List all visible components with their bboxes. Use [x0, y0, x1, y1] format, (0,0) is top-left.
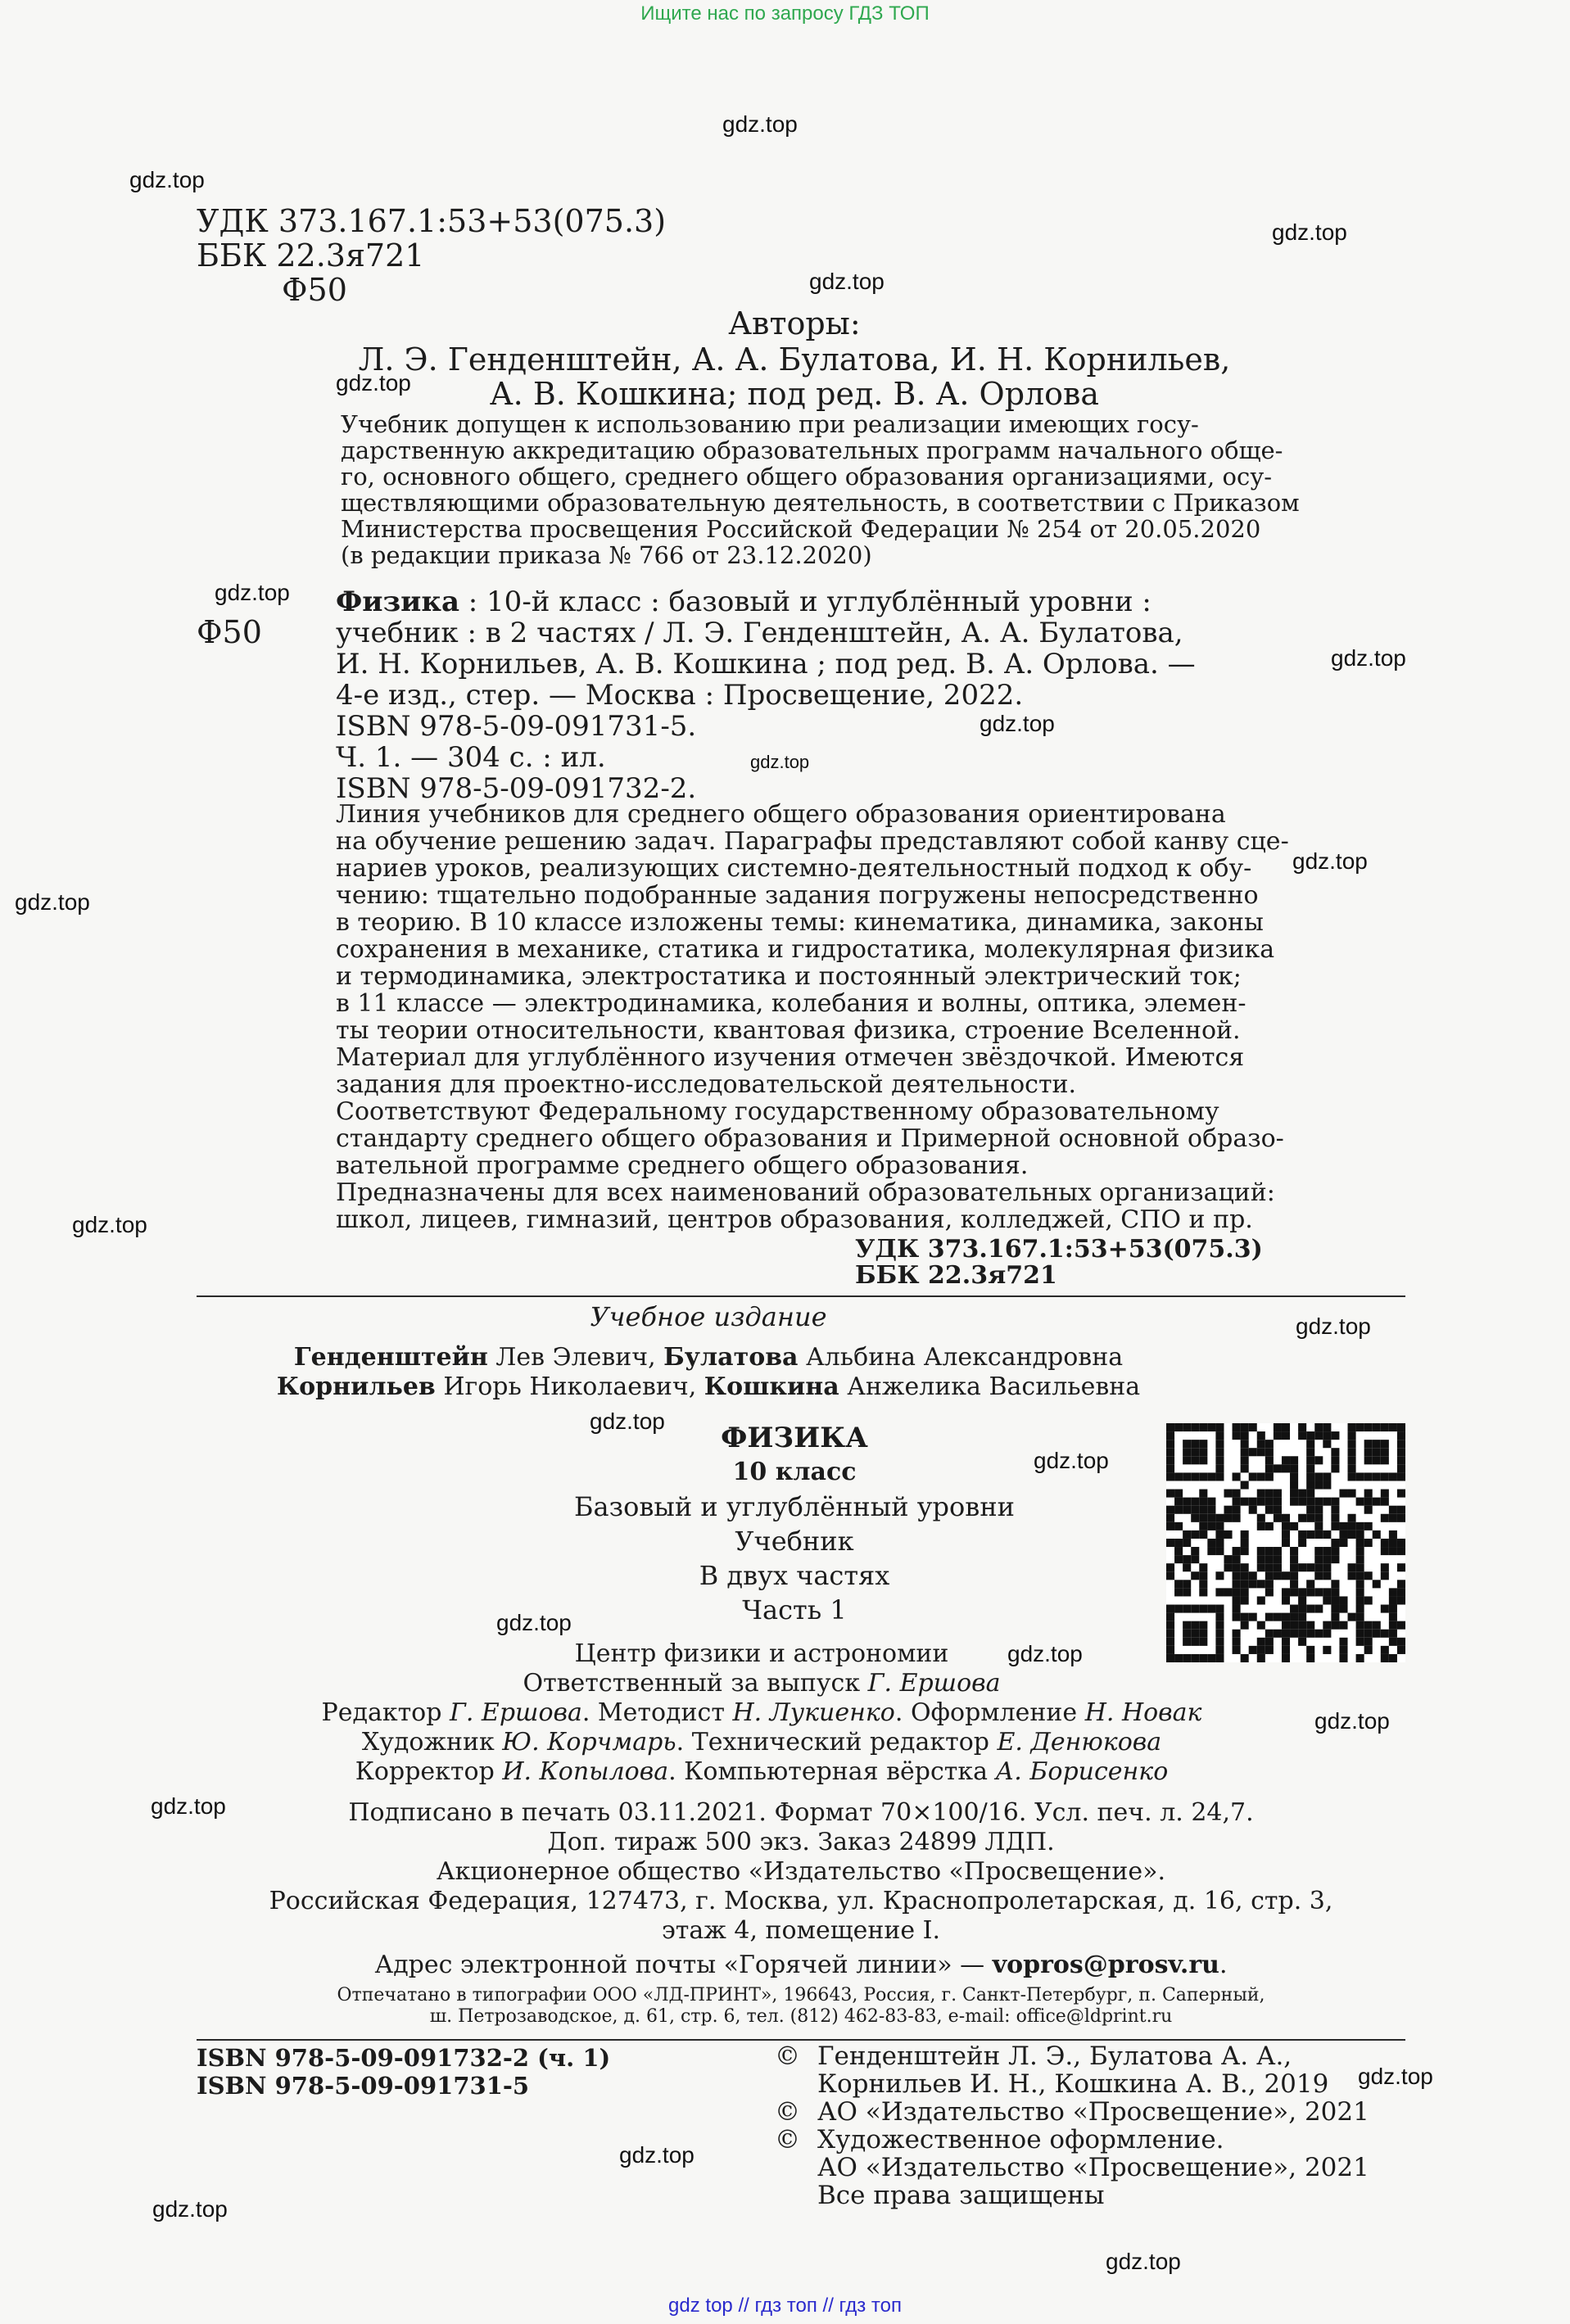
annotation-line: задания для проектно-исследовательской деятельности. — [336, 1070, 1077, 1099]
bottom-banner-link[interactable]: gdz top // гдз топ // гдз топ — [668, 2295, 902, 2317]
author-given: Анжелика Васильевна — [839, 1372, 1141, 1401]
fgos-line: вательной программе среднего общего образования. — [336, 1151, 1029, 1180]
copyright-block — [775, 2042, 1369, 2209]
copyright-text: АО «Издательство «Просвещение», 2021 — [817, 2153, 1369, 2182]
staff-person: А. Борисенко — [995, 1757, 1169, 1786]
staff-role: Корректор — [355, 1757, 503, 1786]
isbn-all: ISBN 978-5-09-091731-5 — [197, 2072, 530, 2100]
author-surname: Булатова — [663, 1343, 799, 1372]
staff-block — [246, 1639, 1278, 1787]
book-parts: В двух частях — [699, 1560, 890, 1591]
watermark: gdz.top — [1358, 2064, 1433, 2089]
isbn-block — [197, 2044, 610, 2100]
watermark: gdz.top — [496, 1610, 572, 1635]
staff-person: Ю. Корчмарь — [502, 1728, 676, 1757]
watermark: gdz.top — [1331, 645, 1406, 671]
top-banner-link[interactable]: Ищите нас по запросу ГДЗ ТОП — [640, 2, 930, 25]
copyright-line — [775, 2042, 1369, 2070]
udk-code: УДК 373.167.1:53+53(075.3) — [197, 203, 667, 239]
book-title: ФИЗИКА — [721, 1422, 868, 1454]
hotline-email-address[interactable]: vopros@prosv.ru — [992, 1951, 1219, 1979]
watermark: gdz.top — [1034, 1448, 1109, 1473]
staff-line-corrector — [246, 1757, 1278, 1787]
publisher-address-1: Российская Федерация, 127473, г. Москва, ул. Краснопролетарская, д. 16, стр. 3, — [269, 1887, 1333, 1915]
udk-right: УДК 373.167.1:53+53(075.3) — [855, 1235, 1263, 1264]
annotation — [336, 800, 1289, 1234]
staff-line-artist — [246, 1728, 1278, 1757]
approval-line: Министерства просвещения Российской Федерации № 254 от 20.05.2020 — [341, 515, 1261, 543]
author-surname: Корнильев — [276, 1372, 436, 1401]
approval-line: ществляющими образовательную деятельность, в соответствии с Приказом — [341, 489, 1300, 517]
watermark: gdz.top — [980, 711, 1055, 736]
bbk-code: ББК 22.3я721 — [197, 237, 425, 274]
watermark: gdz.top — [215, 580, 290, 605]
biblio-line-1 — [336, 586, 1278, 617]
copyright-text: Корнильев И. Н., Кошкина А. В., 2019 — [817, 2069, 1329, 2099]
author-surname: Генденштейн — [293, 1343, 488, 1372]
annotation-line: на обучение решению задач. Параграфы представляют собой канву сце- — [336, 827, 1289, 856]
biblio-line-1-rest: : 10-й класс : базовый и углублённый уровни : — [459, 586, 1151, 618]
biblio-line-4: 4-е изд., стер. — Москва : Просвещение, 2022. — [336, 679, 1024, 712]
divider — [197, 2039, 1405, 2041]
author-given: Игорь Николаевич, — [435, 1372, 704, 1401]
print-run: Доп. тираж 500 экз. Заказ 24899 ЛДП. — [547, 1828, 1055, 1856]
author-surname: Кошкина — [704, 1372, 839, 1401]
udk-bbk-right — [855, 1237, 1263, 1289]
watermark: gdz.top — [1296, 1313, 1371, 1339]
staff-role: Редактор — [321, 1698, 450, 1727]
staff-role: Ответственный за выпуск — [523, 1669, 868, 1698]
watermark: gdz.top — [1106, 2249, 1181, 2274]
copyright-text: Генденштейн Л. Э., Булатова А. А., — [817, 2041, 1292, 2071]
biblio-record — [336, 586, 1278, 804]
annotation-line: Материал для углублённого изучения отмечен звёздочкой. Имеются — [336, 1043, 1245, 1072]
biblio-isbn-2: ISBN 978-5-09-091732-2. — [336, 772, 697, 805]
copyright-symbol: © — [775, 2125, 800, 2154]
qr-code[interactable] — [1166, 1423, 1405, 1662]
annotation-line: и термодинамика, электростатика и постоянный электрический ток; — [336, 962, 1242, 991]
annotation-line: сохранения в механике, статика и гидростатика, молекулярная физика — [336, 935, 1275, 964]
copyright-symbol: © — [775, 2041, 800, 2071]
copyright-line — [775, 2070, 1369, 2098]
publisher-address-2: этаж 4, помещение I. — [661, 1916, 941, 1945]
staff-role: Художник — [361, 1728, 503, 1757]
approval-line: дарственную аккредитацию образовательных программ начального обще- — [341, 436, 1283, 464]
staff-center: Центр физики и астрономии — [574, 1639, 949, 1668]
watermark: gdz.top — [1292, 848, 1368, 874]
staff-person: Н. Лукиенко — [732, 1698, 895, 1727]
printer-line-2: ш. Петрозаводское, д. 61, стр. 6, тел. (812) 462-83-83, e-mail: office@ldprint.ru — [429, 2006, 1173, 2027]
book-kind: Учебник — [735, 1526, 854, 1557]
biblio-isbn-1: ISBN 978-5-09-091731-5. — [336, 710, 697, 743]
staff-role: . Оформление — [894, 1698, 1085, 1727]
author-sign: Ф50 — [282, 272, 347, 308]
watermark: gdz.top — [1007, 1641, 1083, 1666]
approval-note — [341, 410, 1300, 569]
credits-names — [197, 1343, 1220, 1402]
qr-code-image — [1166, 1423, 1405, 1662]
annotation-line: ты теории относительности, квантовая физика, строение Вселенной. — [336, 1016, 1241, 1045]
edition-type: Учебное издание — [590, 1301, 827, 1332]
isbn-part-1: ISBN 978-5-09-091732-2 (ч. 1) — [197, 2044, 611, 2072]
author-given: Лев Элевич, — [487, 1343, 664, 1372]
fgos-line: Соответствуют Федеральному государственному образовательному — [336, 1097, 1219, 1126]
credits-line-1 — [197, 1343, 1220, 1372]
staff-role: . Методист — [581, 1698, 733, 1727]
staff-person: Г. Ершова — [449, 1698, 582, 1727]
watermark: gdz.top — [15, 889, 90, 915]
copyright-text: АО «Издательство «Просвещение», 2021 — [817, 2097, 1369, 2127]
copyright-line — [775, 2098, 1369, 2126]
watermark: gdz.top — [72, 1212, 147, 1237]
watermark: gdz.top — [336, 370, 411, 396]
annotation-line: нариев уроков, реализующих системно-деятельностный подход к обу- — [336, 854, 1252, 883]
staff-person: Е. Денюкова — [997, 1728, 1162, 1757]
author-given: Альбина Александровна — [798, 1343, 1124, 1372]
book-part: Часть 1 — [742, 1594, 847, 1625]
copyright-symbol: © — [775, 2097, 800, 2127]
watermark: gdz.top — [151, 1793, 226, 1819]
hotline-end: . — [1219, 1951, 1228, 1979]
fgos-line: стандарту среднего общего образования и Примерной основной образо- — [336, 1124, 1284, 1153]
printer-line-1: Отпечатано в типографии ООО «ЛД-ПРИНТ», 196643, Россия, г. Санкт-Петербург, п. Саперный, — [337, 1985, 1265, 2005]
credits-line-2 — [197, 1372, 1220, 1402]
intended-line: Предназначены для всех наименований образовательных организаций: — [336, 1178, 1275, 1207]
copyright-line — [775, 2182, 1369, 2209]
staff-person: И. Копылова — [502, 1757, 669, 1786]
authors-line-1: Л. Э. Генденштейн, А. А. Булатова, И. Н. Корнильев, — [358, 341, 1231, 378]
staff-role: . Компьютерная вёрстка — [668, 1757, 996, 1786]
copyright-text: Все права защищены — [817, 2181, 1105, 2210]
annotation-line: в 11 классе — электродинамика, колебания и волны, оптика, элемен- — [336, 989, 1246, 1018]
staff-role: . Технический редактор — [676, 1728, 998, 1757]
watermark: gdz.top — [809, 269, 885, 294]
approval-line: Учебник допущен к использованию при реализации имеющих госу- — [341, 410, 1199, 438]
annotation-line: в теорию. В 10 классе изложены темы: кинематика, динамика, законы — [336, 908, 1264, 937]
bbk-right: ББК 22.3я721 — [855, 1261, 1057, 1290]
biblio-line-3: И. Н. Корнильев, А. В. Кошкина ; под ред. В. А. Орлова. — — [336, 648, 1196, 680]
approval-line: (в редакции приказа № 766 от 23.12.2020) — [341, 541, 872, 569]
approval-line: го, основного общего, среднего общего образования организациями, осу- — [341, 463, 1273, 491]
staff-responsible — [246, 1669, 1278, 1698]
print-signed: Подписано в печать 03.11.2021. Формат 70×100/16. Усл. печ. л. 24,7. — [348, 1798, 1254, 1827]
copyright-text: Художественное оформление. — [817, 2125, 1224, 2154]
book-title-bold: Физика — [336, 586, 459, 618]
biblio-part: Ч. 1. — 304 с. : ил. — [336, 741, 606, 774]
divider — [197, 1295, 1405, 1297]
watermark: gdz.top — [722, 111, 798, 137]
hotline-email — [197, 1951, 1405, 1980]
biblio-line-2: учебник : в 2 частях / Л. Э. Генденштейн, А. А. Булатова, — [336, 617, 1183, 649]
watermark: gdz.top — [619, 2142, 695, 2168]
print-info — [197, 1798, 1405, 1980]
watermark: gdz.top — [1314, 1708, 1390, 1734]
book-grade: 10 класс — [732, 1458, 857, 1486]
annotation-line: Линия учебников для среднего общего образования ориентирована — [336, 800, 1226, 829]
staff-person: Г. Ершова — [867, 1669, 1001, 1698]
copyright-line — [775, 2126, 1369, 2154]
watermark: gdz.top — [590, 1408, 665, 1434]
staff-person: Н. Новак — [1084, 1698, 1202, 1727]
authors-line-2: А. В. Кошкина; под ред. В. А. Орлова — [489, 376, 1100, 412]
printer-info — [197, 1985, 1405, 2028]
authors-heading: Авторы: — [728, 305, 861, 341]
staff-line-editors — [246, 1698, 1278, 1728]
annotation-line: чению: тщательно подобранные задания погружены непосредственно — [336, 881, 1259, 910]
watermark: gdz.top — [1272, 219, 1347, 245]
biblio-sign: Ф50 — [197, 614, 262, 650]
copyright-line — [775, 2154, 1369, 2182]
intended-line: школ, лицеев, гимназий, центров образования, колледжей, СПО и пр. — [336, 1205, 1253, 1234]
book-block — [524, 1421, 1065, 1627]
hotline-label: Адрес электронной почты «Горячей линии» — — [374, 1951, 993, 1979]
book-levels: Базовый и углублённый уровни — [574, 1491, 1015, 1522]
publisher-name: Акционерное общество «Издательство «Просвещение». — [436, 1857, 1166, 1886]
watermark: gdz.top — [152, 2196, 228, 2222]
watermark: gdz.top — [129, 167, 205, 192]
watermark: gdz.top — [750, 752, 810, 772]
